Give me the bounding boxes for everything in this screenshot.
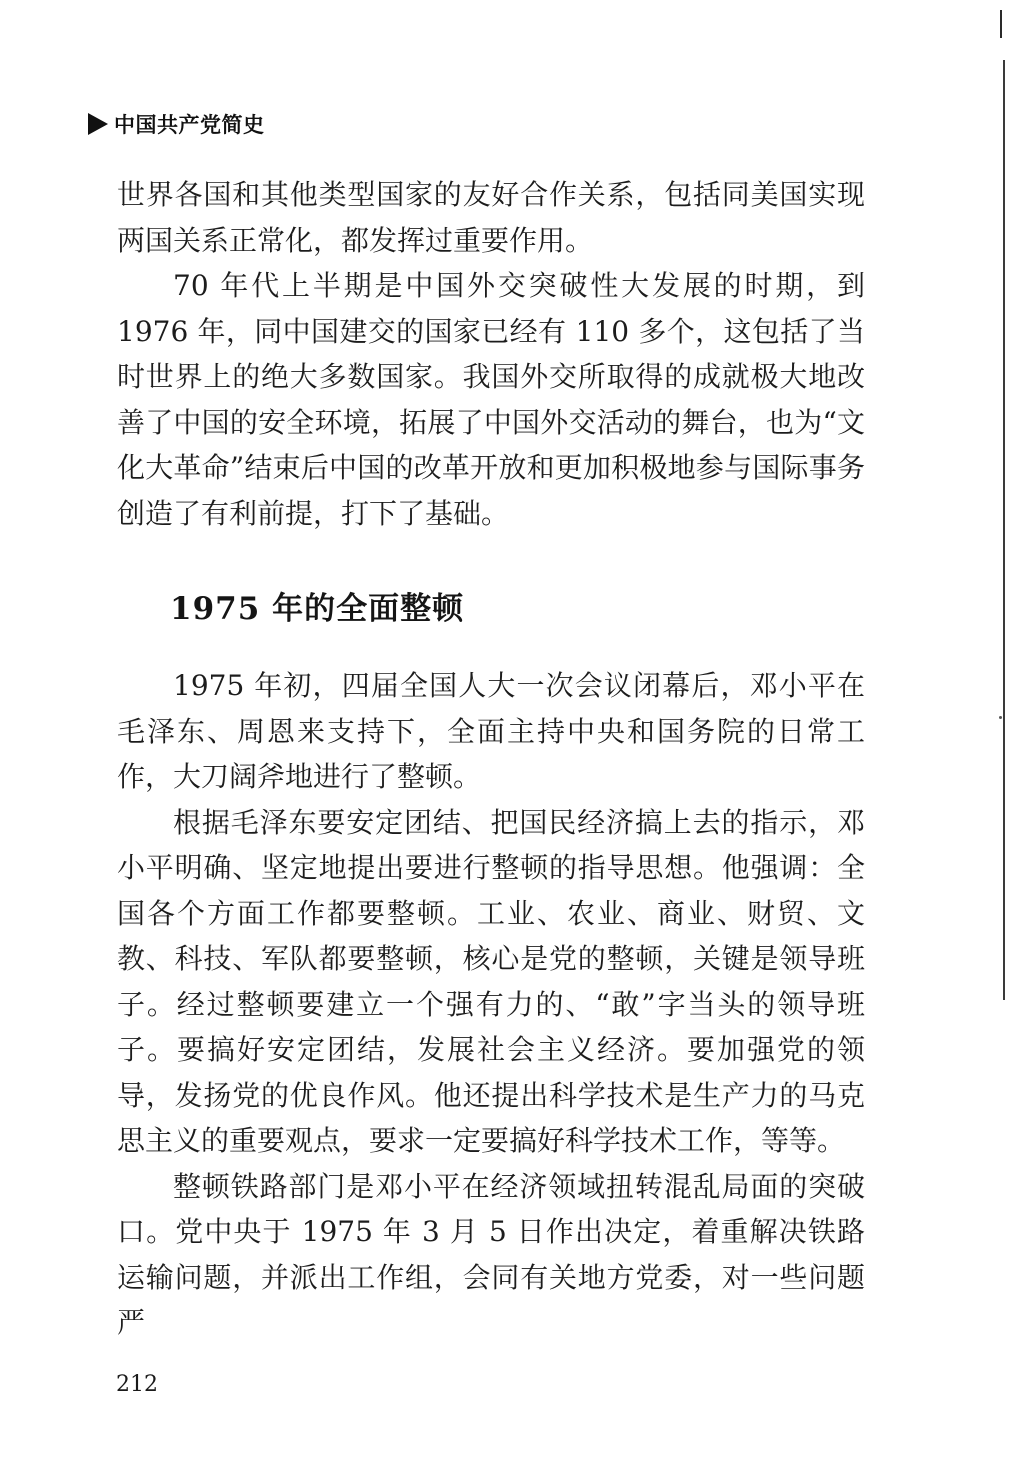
scan-speck xyxy=(999,716,1002,719)
paragraph-railway: 整顿铁路部门是邓小平在经济领域扭转混乱局面的突破口。党中央于 1975 年 3 月 5 日作出决定，着重解决铁路运输问题，并派出工作组，会同有关地方党委，对一些问题严 xyxy=(117,1169,865,1339)
running-head xyxy=(88,110,265,138)
page-number: 212 xyxy=(116,1372,158,1397)
scan-edge-mark xyxy=(1000,10,1002,38)
paragraph-rectification-guidance: 根据毛泽东要安定团结、把国民经济搞上去的指示，邓小平明确、坚定地提出要进行整顿的指导思想。他强调：全国各个方面工作都要整顿。工业、农业、商业、财贸、文教、科技、军队都要整顿，核心是党的整顿，关键是领导班子。经过整顿要建立一个强有力的、“敢”字当头的领导班子。要搞好安定团结，发展社会主义经济。要加强党的领导，发扬党的优良作风。他还提出科学技术是生产力的马克思主义的重要观点，要求一定要搞好科学技术工作，等等。 xyxy=(117,805,865,1157)
text-block-before-heading xyxy=(117,172,865,536)
paragraph-early-1975: 1975 年初，四届全国人大一次会议闭幕后，邓小平在毛泽东、周恩来支持下，全面主持中央和国务院的日常工作，大刀阔斧地进行了整顿。 xyxy=(117,669,865,793)
paragraph-continuation: 世界各国和其他类型国家的友好合作关系，包括同美国实现两国关系正常化，都发挥过重要作用。 xyxy=(117,178,865,257)
paragraph-diplomacy: 70 年代上半期是中国外交突破性大发展的时期，到 1976 年，同中国建交的国家已经有 110 多个，这包括了当时世界上的绝大多数国家。我国外交所取得的成就极大地改善了中国的安全环境，拓展了中国外交活动的舞台，也为“文化大革命”结束后中国的改革开放和更加积极地参与国际事务创造了有利前提，打下了基础。 xyxy=(117,269,865,530)
text-block-after-heading xyxy=(117,663,865,1346)
running-head-title: 中国共产党简史 xyxy=(114,113,265,137)
triangle-arrow-icon xyxy=(88,113,108,135)
scan-edge-line xyxy=(1003,60,1005,1000)
section-heading: 1975 年的全面整顿 xyxy=(170,591,465,627)
